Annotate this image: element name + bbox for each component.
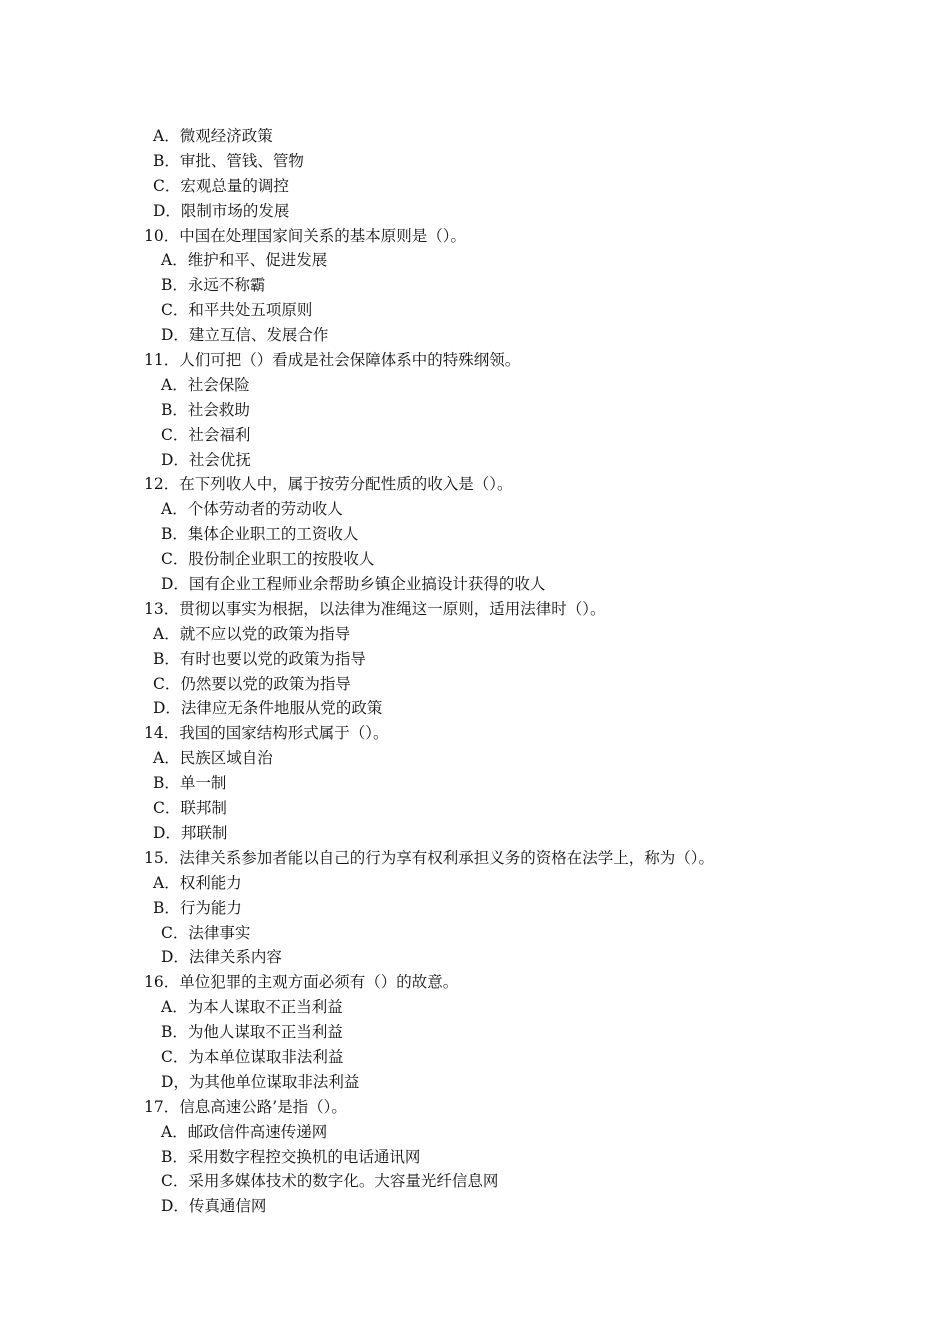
option-line: C．和平共处五项原则 — [161, 301, 313, 320]
question-line: 17．信息高速公路’是指（）。 — [144, 1097, 347, 1116]
option-line: C．仍然要以党的政策为指导 — [153, 674, 351, 693]
option-line: C．股份制企业职工的按股收人 — [161, 550, 375, 569]
option-line: D．法律应无条件地服从党的政策 — [153, 699, 383, 718]
question-line: 10．中国在处理国家间关系的基本原则是（）。 — [144, 226, 466, 245]
option-line: B．采用数字程控交换机的电话通讯网 — [161, 1147, 421, 1166]
option-line: C．为本单位谋取非法利益 — [161, 1047, 344, 1066]
question-line: 13．贯彻以事实为根据，以法律为准绳这一原则，适用法律时（）。 — [144, 599, 606, 618]
option-line: A．个体劳动者的劳动收人 — [161, 500, 343, 519]
option-line: A．就不应以党的政策为指导 — [153, 624, 351, 643]
option-line: A．邮政信件高速传递网 — [161, 1122, 328, 1141]
option-line: A．权利能力 — [153, 873, 242, 892]
option-line: B．行为能力 — [153, 898, 242, 917]
option-line: C．法律事实 — [161, 923, 251, 942]
question-line: 11．人们可把（）看成是社会保障体系中的特殊纲领。 — [144, 351, 521, 370]
question-line: 15．法律关系参加者能以自己的行为享有权利承担义务的资格在法学上，称为（）。 — [144, 848, 714, 867]
option-line: D．法律关系内容 — [161, 948, 282, 967]
option-line: D．建立互信、发展合作 — [161, 326, 329, 345]
option-line: C．社会福利 — [161, 425, 251, 444]
document-body — [0, 124, 950, 1219]
option-line: D．邦联制 — [153, 823, 228, 842]
option-line: D．传真通信网 — [161, 1197, 267, 1216]
option-line: A．社会保险 — [161, 375, 250, 394]
question-line: 14．我国的国家结构形式属于（）。 — [144, 724, 389, 743]
option-line: C．宏观总量的调控 — [153, 176, 289, 195]
question-line: 12．在下列收人中，属于按劳分配性质的收入是（）。 — [144, 475, 513, 494]
option-line: B．永远不称霸 — [161, 276, 266, 295]
option-line: B．审批、管钱、管物 — [153, 151, 304, 170]
option-line: B．有时也要以党的政策为指导 — [153, 649, 366, 668]
option-line: B．为他人谋取不正当利益 — [161, 1023, 343, 1042]
option-line: A．维护和平、促进发展 — [161, 251, 328, 270]
option-line: C．采用多媒体技术的数字化。大容量光纤信息网 — [161, 1172, 499, 1191]
option-line: D．社会优抚 — [161, 450, 251, 469]
option-line: D．国有企业工程师业余帮助乡镇企业搞设计获得的收人 — [161, 575, 546, 594]
option-line: C．联邦制 — [153, 799, 227, 818]
option-line: A．微观经济政策 — [153, 127, 273, 145]
option-line: B．单一制 — [153, 774, 227, 793]
option-line: B．集体企业职工的工资收人 — [161, 525, 359, 544]
option-line: D．限制市场的发展 — [153, 201, 290, 220]
question-line: 16．单位犯罪的主观方面必须有（）的故意。 — [144, 973, 459, 992]
option-line: D，为其他单位谋取非法利益 — [161, 1072, 360, 1091]
option-line: A．为本人谋取不正当利益 — [161, 998, 343, 1017]
option-line: B．社会救助 — [161, 400, 250, 419]
option-line: A．民族区域自治 — [153, 749, 273, 768]
